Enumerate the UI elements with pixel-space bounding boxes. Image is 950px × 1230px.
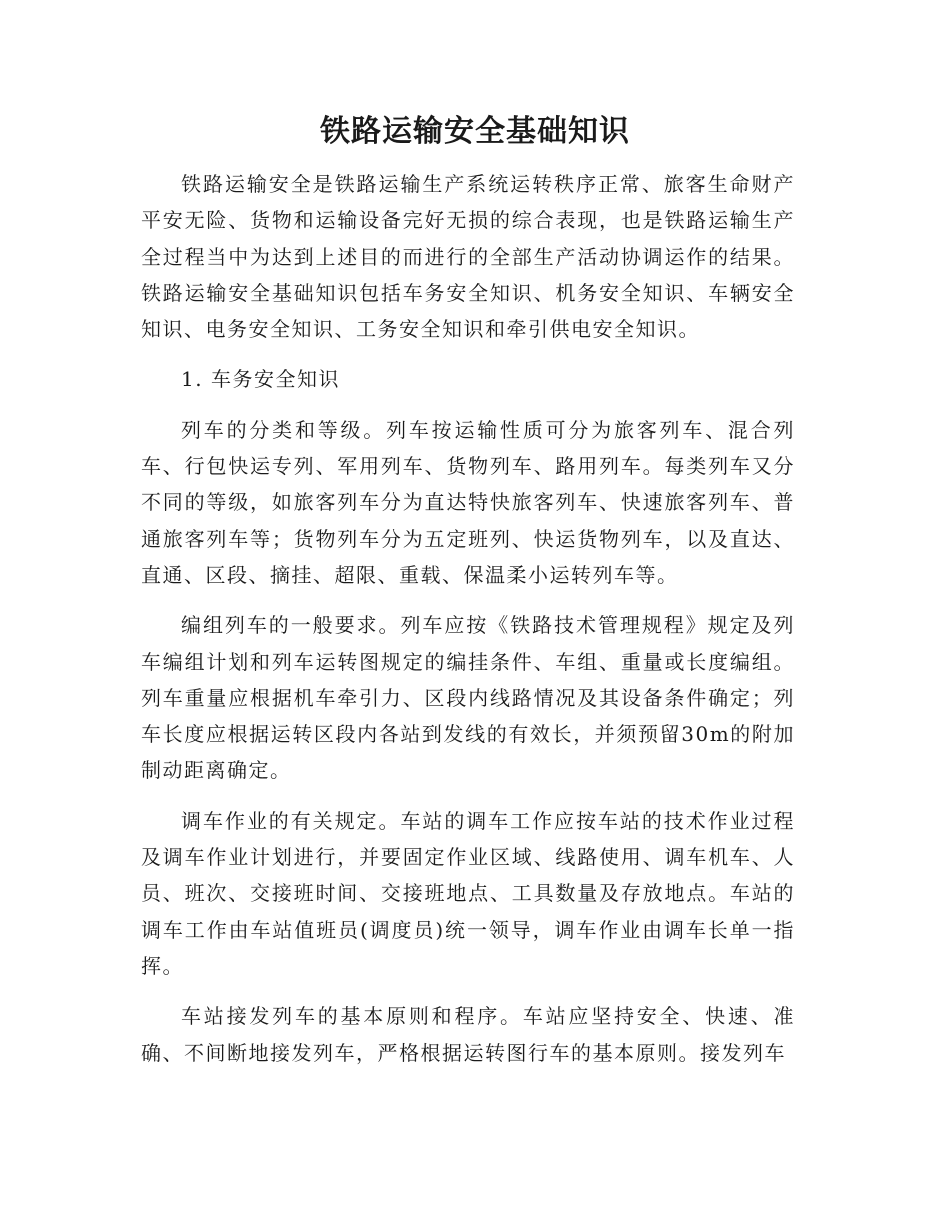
paragraph-train-classification: 列车的分类和等级。列车按运输性质可分为旅客列车、混合列车、行包快运专列、军用列车、货物列车、路用列车。每类列车又分不同的等级，如旅客列车分为直达特快旅客列车、快速旅客列车、普通旅客列车等；货物列车分为五定班列、快运货物列车，以及直达、直通、区段、摘挂、超限、重载、保温柔小运转列车等。 — [141, 417, 795, 587]
paragraph-station-receiving: 车站接发列车的基本原则和程序。车站应坚持安全、快速、准确、不间断地接发列车，严格根据运转图行车的基本原则。接发列车 — [141, 1004, 795, 1065]
paragraph-train-formation: 编组列车的一般要求。列车应按《铁路技术管理规程》规定及列车编组计划和列车运转图规定的编挂条件、车组、重量或长度编组。列车重量应根据机车牵引力、区段内线路情况及其设备条件确定；列车长度应根据运转区段内各站到发线的有效长，并须预留30m的附加制动距离确定。 — [141, 613, 795, 783]
paragraph-shunting: 调车作业的有关规定。车站的调车工作应按车站的技术作业过程及调车作业计划进行，并要固定作业区域、线路使用、调车机车、人员、班次、交接班时间、交接班地点、工具数量及存放地点。车站的调车工作由车站值班员(调度员)统一领导，调车作业由调车长单一指挥。 — [141, 808, 795, 978]
section-heading: 1. 车务安全知识 — [181, 367, 340, 392]
document-body — [141, 166, 795, 1085]
document-title: 铁路运输安全基础知识 — [320, 114, 630, 149]
paragraph-intro: 铁路运输安全是铁路运输生产系统运转秩序正常、旅客生命财产平安无险、货物和运输设备完好无损的综合表现，也是铁路运输生产全过程当中为达到上述目的而进行的全部生产活动协调运作的结果。铁路运输安全基础知识包括车务安全知识、机务安全知识、车辆安全知识、电务安全知识、工务安全知识和牵引供电安全知识。 — [141, 172, 795, 342]
